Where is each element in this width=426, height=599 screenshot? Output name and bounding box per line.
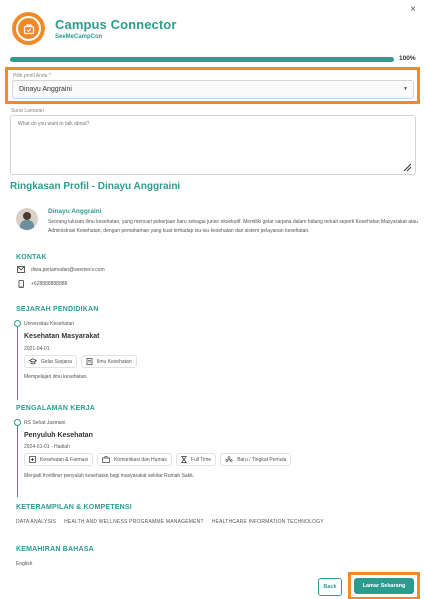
education-institution: Universitas Kesehatan	[24, 321, 75, 327]
mail-icon	[17, 266, 25, 273]
experience-chips	[24, 453, 291, 466]
profile-select-label: Pilih profil Anda *	[13, 73, 51, 79]
avatar	[16, 208, 38, 230]
field-chip: Ilmu Kesehatan	[81, 355, 137, 368]
employment-type-chip: Full Time	[176, 453, 216, 466]
profile-bio: Seorang lulusan ilmu kesehatan, yang mencari pekerjaan baru sebagai junior eksekutif. Memiliki gelar sarjana dalam bidang terkait seperti Kesehatan Masyarakat atau Administrasi Kesehatan, dengan pemahaman yang kuat terhadap isu-isu kesehatan dan sistem pelayanan kesehatan.	[48, 219, 418, 234]
skills-list	[16, 519, 324, 525]
email-text: divia.periamodan@seemecv.com	[31, 266, 105, 273]
contact-heading: KONTAK	[16, 254, 47, 261]
education-timeline-dot	[14, 320, 21, 327]
languages-heading: KEMAHIRAN BAHASA	[16, 546, 94, 553]
experience-timeline-dot	[14, 419, 21, 426]
phone-icon	[17, 280, 25, 288]
skill-item: HEALTHCARE INFORMATION TECHNOLOGY	[211, 519, 324, 525]
book-icon	[86, 358, 93, 365]
people-icon	[225, 456, 233, 463]
briefcase-icon	[102, 456, 110, 463]
progress-fill	[10, 57, 394, 62]
education-chips	[24, 355, 137, 368]
experience-description: Menjadi frontliner penyuluh kesehatan bagi masyarakat sekitar Rumah Sakit.	[24, 473, 195, 479]
profile-summary-title: Ringkasan Profil - Dinayu Anggraini	[10, 181, 181, 192]
apply-now-button[interactable]: Lamar Sekarang	[354, 578, 414, 594]
degree-chip: Gelar Sarjana	[24, 355, 77, 368]
close-icon[interactable]: ×	[410, 4, 416, 15]
resize-handle-icon[interactable]	[402, 162, 412, 172]
education-description: Mempelajari ilmu kesehatan.	[24, 374, 88, 380]
phone-text: +628888888888	[31, 281, 68, 287]
back-button[interactable]: Back	[318, 578, 342, 596]
briefcase-icon	[23, 23, 35, 35]
progress-label: 100%	[399, 55, 416, 62]
profile-select-value: Dinayu Anggraini	[19, 86, 72, 93]
language-item: English	[16, 561, 33, 567]
experience-heading: PENGALAMAN KERJA	[16, 405, 96, 412]
graduation-cap-icon	[29, 358, 37, 365]
modal-header	[12, 12, 177, 45]
experience-timeline-line	[17, 423, 21, 497]
cover-letter-label: Surat Lamaran	[11, 108, 45, 114]
cover-letter-input[interactable]	[10, 115, 416, 175]
experience-company: RS Sehat Jasmani	[24, 420, 66, 426]
profile-select-highlight	[5, 67, 420, 104]
skills-heading: KETERAMPILAN & KOMPETENSI	[16, 504, 132, 511]
education-program: Kesehatan Masyarakat	[24, 333, 100, 340]
experience-date: 2024-01-01 - Hadiah	[24, 444, 70, 450]
app-title: Campus Connector	[55, 17, 177, 32]
profile-select[interactable]	[12, 80, 414, 99]
education-timeline-line	[17, 324, 21, 400]
profile-name: Dinayu Anggraini	[48, 208, 102, 215]
medical-icon	[29, 456, 36, 463]
app-subtitle: SeeMeCampCon	[55, 34, 103, 40]
level-chip: Baru / Tingkat Pemula	[220, 453, 291, 466]
submit-highlight	[348, 572, 420, 599]
education-date: 2021-04-01	[24, 346, 50, 352]
skill-item: DATA ANALYSIS	[16, 519, 57, 525]
app-logo	[12, 12, 45, 45]
function-chip: Komunikasi dan Humas	[97, 453, 172, 466]
hourglass-icon	[181, 456, 187, 463]
education-heading: SEJARAH PENDIDIKAN	[16, 306, 99, 313]
progress-bar	[10, 57, 394, 62]
skill-item: HEALTH AND WELLNESS PROGRAMME MANAGEMENT	[64, 519, 204, 525]
chevron-down-icon: ▼	[403, 86, 408, 92]
contact-email	[17, 266, 105, 273]
industry-chip: Kesehatan & Farmasi	[24, 453, 93, 466]
experience-role: Penyuluh Kesehatan	[24, 432, 93, 439]
contact-phone	[17, 280, 67, 288]
